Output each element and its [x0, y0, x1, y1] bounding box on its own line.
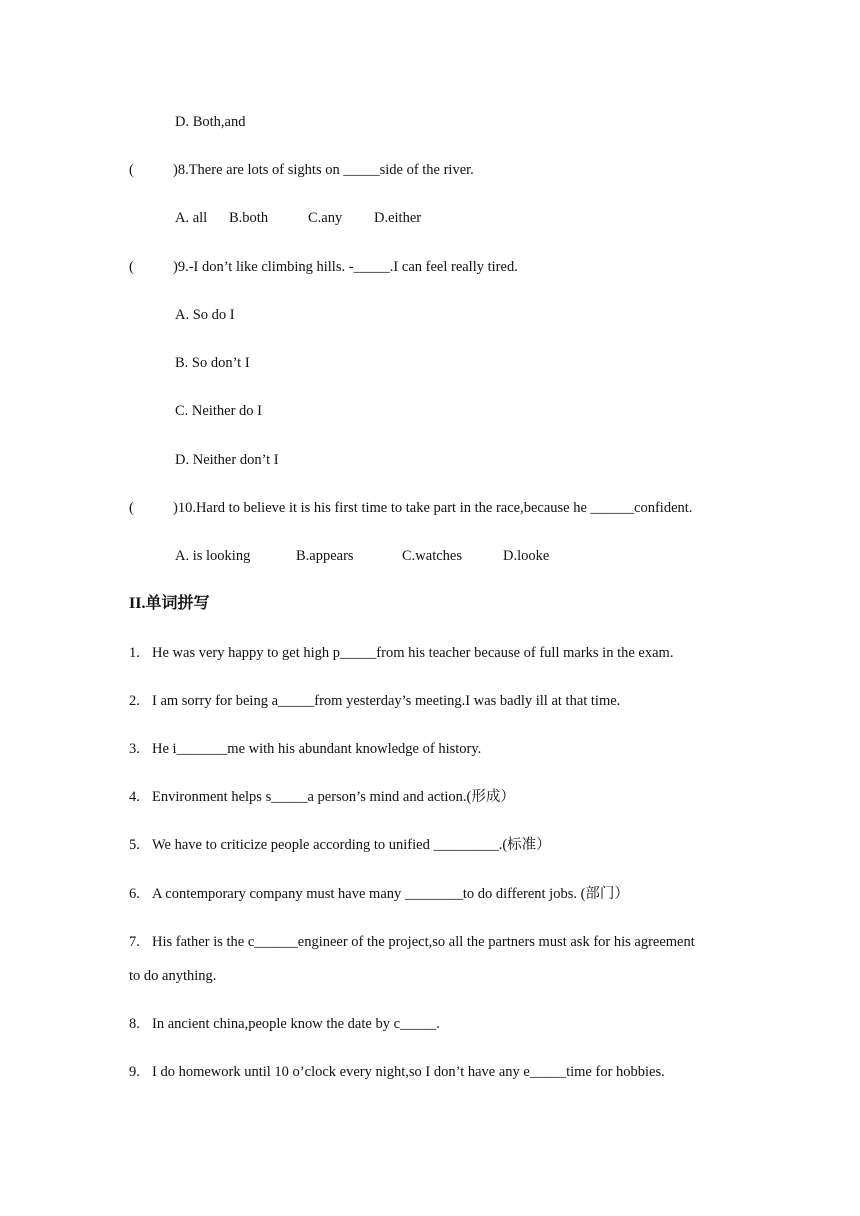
option-c: C.any: [308, 210, 343, 226]
item-text: In ancient china,people know the date by c_____.: [152, 1016, 440, 1032]
list-item-continuation: to do anything.: [129, 968, 217, 984]
item-number: 3.: [129, 741, 140, 757]
list-item: [129, 644, 673, 662]
q9-option-d: D. Neither don’t I: [175, 452, 279, 468]
list-item: [129, 692, 620, 710]
question-9: [129, 258, 518, 276]
item-text: We have to criticize people according to unified _________.(标准）: [152, 837, 551, 853]
question-text: )10.Hard to believe it is his first time to take part in the race,because he ______confident.: [173, 500, 693, 516]
item-text: Environment helps s_____a person’s mind and action.(形成）: [152, 789, 515, 805]
list-item: [129, 788, 515, 806]
q7-option-d: D. Both,and: [175, 114, 246, 130]
item-text: I am sorry for being a_____from yesterday’s meeting.I was badly ill at that time.: [152, 693, 621, 709]
section-heading: II.单词拼写: [129, 595, 210, 612]
list-item: [129, 1063, 665, 1081]
q8-options: [175, 209, 421, 227]
item-number: 2.: [129, 693, 140, 709]
option-b: B.both: [229, 210, 269, 226]
q9-option-a: A. So do I: [175, 307, 235, 323]
option-b: B.appears: [296, 548, 354, 564]
question-8: [129, 161, 474, 179]
q10-options: [175, 547, 549, 565]
item-text: I do homework until 10 o’clock every night,so I don’t have any e_____time for hobbies.: [152, 1064, 665, 1080]
item-number: 6.: [129, 886, 140, 902]
q9-option-b: B. So don’t I: [175, 355, 250, 371]
option-d: D.either: [374, 210, 422, 226]
option-a: A. is looking: [175, 548, 251, 564]
question-text: )8.There are lots of sights on _____side of the river.: [173, 162, 474, 178]
list-item: [129, 740, 481, 758]
option-d: D.looke: [503, 548, 550, 564]
item-number: 5.: [129, 837, 140, 853]
list-item: [129, 836, 551, 854]
question-text: )9.-I don’t like climbing hills. -_____.I can feel really tired.: [173, 259, 518, 275]
item-number: 9.: [129, 1064, 140, 1080]
option-a: A. all: [175, 210, 208, 226]
item-number: 8.: [129, 1016, 140, 1032]
list-item: [129, 1015, 440, 1033]
list-item: [129, 933, 695, 951]
answer-paren: (: [129, 500, 134, 516]
list-item: [129, 885, 629, 903]
item-text: His father is the c______engineer of the project,so all the partners must ask for his agreement: [152, 934, 695, 950]
item-text: He i_______me with his abundant knowledge of history.: [152, 741, 482, 757]
item-number: 1.: [129, 645, 140, 661]
q9-option-c: C. Neither do I: [175, 403, 262, 419]
item-text: He was very happy to get high p_____from his teacher because of full marks in the exam.: [152, 645, 674, 661]
answer-paren: (: [129, 162, 134, 178]
item-text: A contemporary company must have many ________to do different jobs. (部门）: [152, 886, 629, 902]
option-c: C.watches: [402, 548, 462, 564]
question-10: [129, 499, 692, 517]
item-number: 7.: [129, 934, 140, 950]
item-number: 4.: [129, 789, 140, 805]
answer-paren: (: [129, 259, 134, 275]
